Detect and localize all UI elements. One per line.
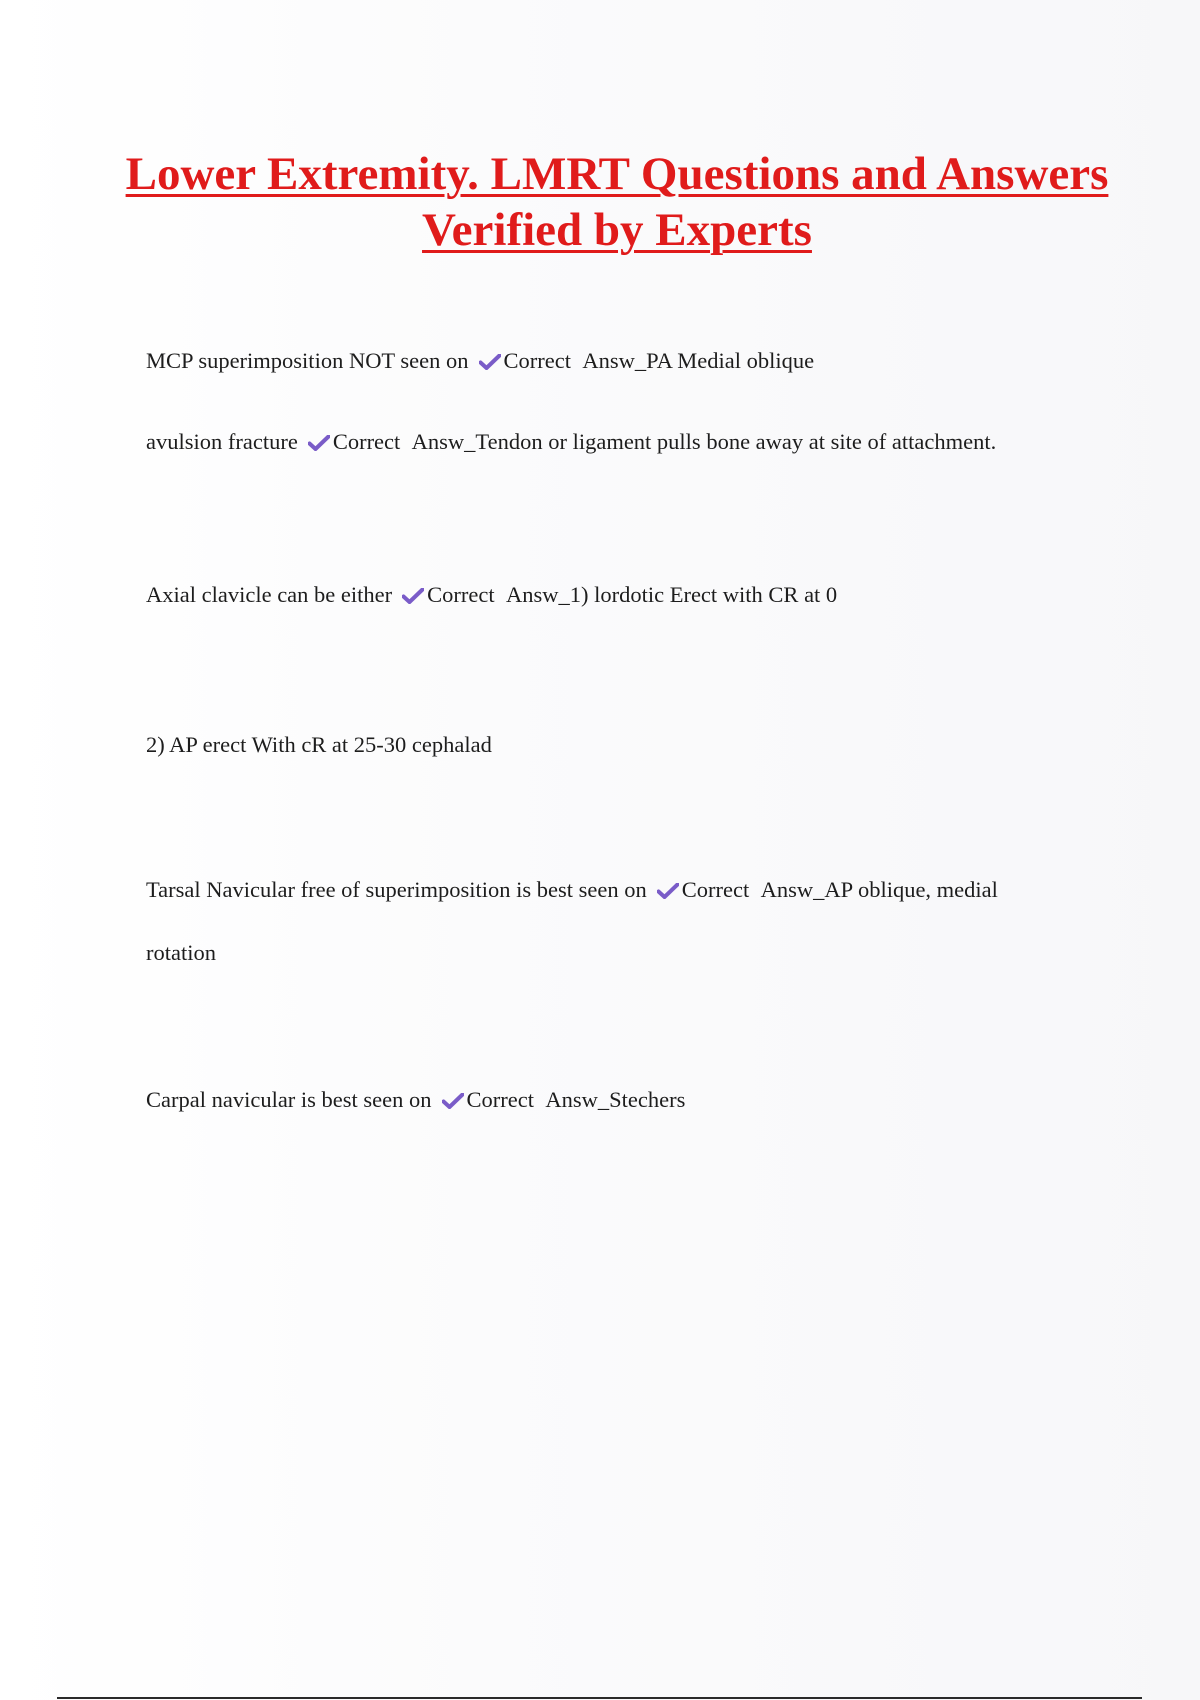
answer-text: Answ_1) lordotic Erect with CR at 0	[505, 582, 838, 607]
qa-item	[146, 429, 996, 455]
checkmark-icon	[308, 435, 330, 451]
checkmark-icon	[402, 588, 424, 604]
checkmark-icon	[442, 1093, 464, 1109]
answer-label: Correct	[466, 1087, 535, 1112]
answer-label: Correct	[503, 348, 571, 373]
answer-text: Answ_Stechers	[545, 1087, 686, 1112]
footer-divider	[57, 1697, 1142, 1699]
answer-text: Answ_AP oblique, medial	[760, 877, 998, 902]
question-text: Axial clavicle can be either	[146, 582, 393, 607]
answer-label: Correct	[427, 582, 495, 607]
question-text: Carpal navicular is best seen on	[146, 1087, 432, 1112]
qa-item	[146, 348, 814, 374]
checkmark-icon	[657, 883, 679, 899]
answer-continuation: 2) AP erect With cR at 25-30 cephalad	[146, 732, 492, 757]
answer-continuation: rotation	[146, 940, 216, 965]
question-text: Tarsal Navicular free of superimposition is best seen on	[146, 877, 647, 902]
qa-item	[146, 582, 837, 608]
answer-label: Correct	[332, 429, 401, 454]
answer-text: Answ_PA Medial oblique	[582, 348, 815, 373]
document-title: Lower Extremity. LMRT Questions and Answers Verified by Experts	[125, 148, 1109, 256]
answer-text: Answ_Tendon or ligament pulls bone away at site of attachment.	[411, 429, 997, 454]
qa-item	[146, 877, 998, 903]
qa-item	[146, 1087, 685, 1113]
checkmark-icon	[479, 354, 501, 370]
question-text: avulsion fracture	[146, 429, 298, 454]
answer-label: Correct	[681, 877, 750, 902]
question-text: MCP superimposition NOT seen on	[146, 348, 469, 373]
